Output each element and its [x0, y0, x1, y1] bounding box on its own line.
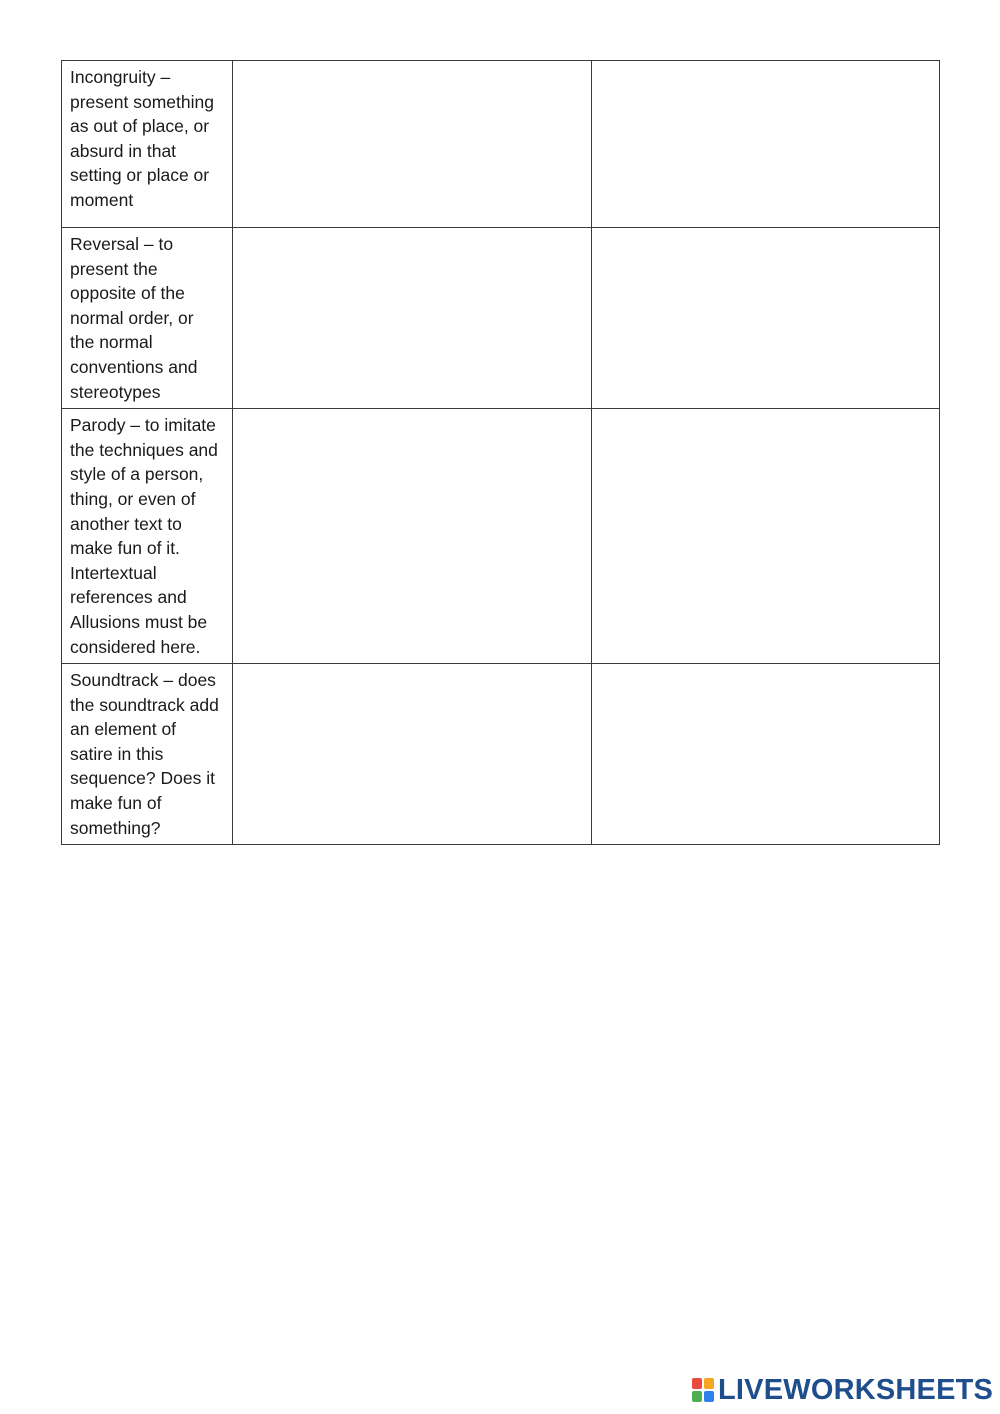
brand-logo — [691, 1374, 993, 1406]
answer-cell[interactable] — [591, 409, 939, 664]
table-row — [62, 61, 940, 228]
term-text: Parody – to imitate the techniques and style of a person, thing, or even of another text to make fun of it. Intertextual references and Allusions must be considered here. — [70, 415, 218, 657]
answer-cell[interactable] — [591, 664, 939, 845]
answer-cell[interactable] — [232, 409, 591, 664]
term-cell — [62, 409, 233, 664]
brand-name: LIVEWORKSHEETS — [718, 1373, 994, 1406]
answer-cell[interactable] — [591, 228, 939, 409]
term-cell — [62, 664, 233, 845]
answer-cell[interactable] — [232, 61, 591, 228]
answer-cell[interactable] — [591, 61, 939, 228]
term-cell — [62, 228, 233, 409]
term-text: Reversal – to present the opposite of the normal order, or the normal conventions and stereotypes — [70, 234, 198, 402]
liveworksheets-logo-icon — [691, 1377, 715, 1403]
table-row — [62, 409, 940, 664]
term-text: Soundtrack – does the soundtrack add an element of satire in this sequence? Does it make fun of something? — [70, 670, 219, 838]
table-row — [62, 228, 940, 409]
term-text: Incongruity – present something as out of place, or absurd in that setting or place or moment — [70, 67, 214, 210]
term-cell — [62, 61, 233, 228]
answer-cell[interactable] — [232, 664, 591, 845]
table-row — [62, 664, 940, 845]
answer-cell[interactable] — [232, 228, 591, 409]
worksheet-table — [61, 60, 940, 845]
